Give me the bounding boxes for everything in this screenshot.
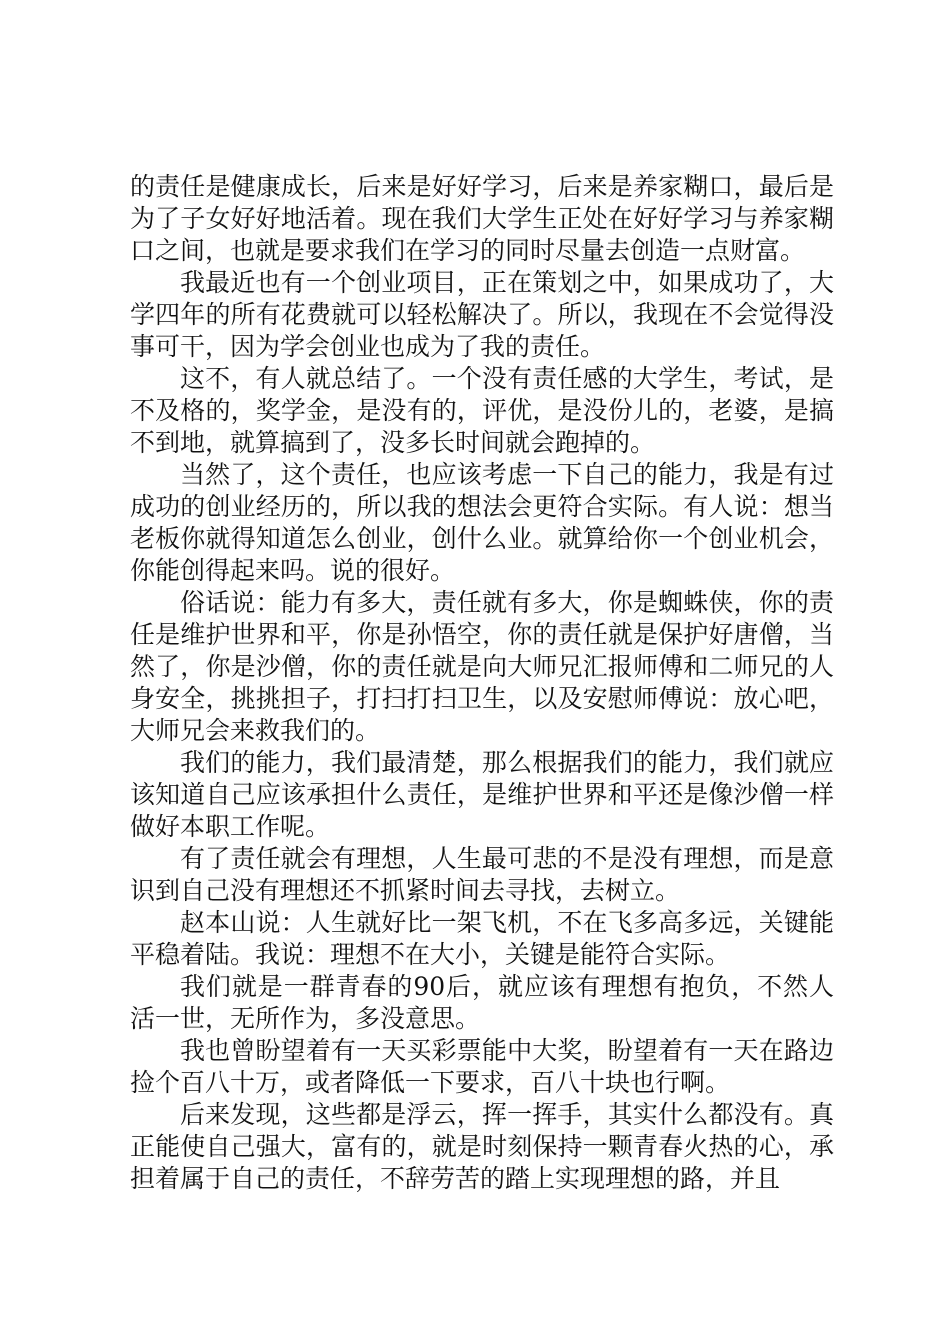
paragraph-3: 这不，有人就总结了。一个没有责任感的大学生，考试，是不及格的，奖学金，是没有的，评优，是没份儿的，老婆，是搞不到地，就算搞到了，没多长时间就会跑掉的。 [130, 364, 834, 457]
document-body [130, 171, 834, 1195]
paragraph-9: 我们就是一群青春的90后，就应该有理想有抱负，不然人活一世，无所作为，多没意思。 [130, 972, 834, 1033]
paragraph-8: 赵本山说：人生就好比一架飞机，不在飞多高多远，关键能平稳着陆。我说：理想不在大小，关键是能符合实际。 [130, 908, 834, 969]
paragraph-6: 我们的能力，我们最清楚，那么根据我们的能力，我们就应该知道自己应该承担什么责任，是维护世界和平还是像沙僧一样做好本职工作呢。 [130, 748, 834, 841]
paragraph-10: 我也曾盼望着有一天买彩票能中大奖，盼望着有一天在路边捡个百八十万，或者降低一下要求，百八十块也行啊。 [130, 1036, 834, 1097]
paragraph-4: 当然了，这个责任，也应该考虑一下自己的能力，我是有过成功的创业经历的，所以我的想法会更符合实际。有人说：想当老板你就得知道怎么创业，创什么业。就算给你一个创业机会，你能创得起来吗。说的很好。 [130, 460, 834, 585]
paragraph-11: 后来发现，这些都是浮云，挥一挥手，其实什么都没有。真正能使自己强大，富有的，就是时刻保持一颗青春火热的心，承担着属于自己的责任，不辞劳苦的踏上实现理想的路，并且 [130, 1100, 834, 1193]
paragraph-7: 有了责任就会有理想，人生最可悲的不是没有理想，而是意识到自己没有理想还不抓紧时间去寻找，去树立。 [130, 844, 834, 905]
paragraph-2: 我最近也有一个创业项目，正在策划之中，如果成功了，大学四年的所有花费就可以轻松解决了。所以，我现在不会觉得没事可干，因为学会创业也成为了我的责任。 [130, 268, 834, 361]
paragraph-5: 俗话说：能力有多大，责任就有多大，你是蜘蛛侠，你的责任是维护世界和平，你是孙悟空，你的责任就是保护好唐僧，当然了，你是沙僧，你的责任就是向大师兄汇报师傅和二师兄的人身安全，挑挑担子，打扫打扫卫生，以及安慰师傅说：放心吧，大师兄会来救我们的。 [130, 588, 834, 745]
paragraph-1: 的责任是健康成长，后来是好好学习，后来是养家糊口，最后是为了子女好好地活着。现在我们大学生正处在好好学习与养家糊口之间，也就是要求我们在学习的同时尽量去创造一点财富。 [130, 172, 834, 265]
